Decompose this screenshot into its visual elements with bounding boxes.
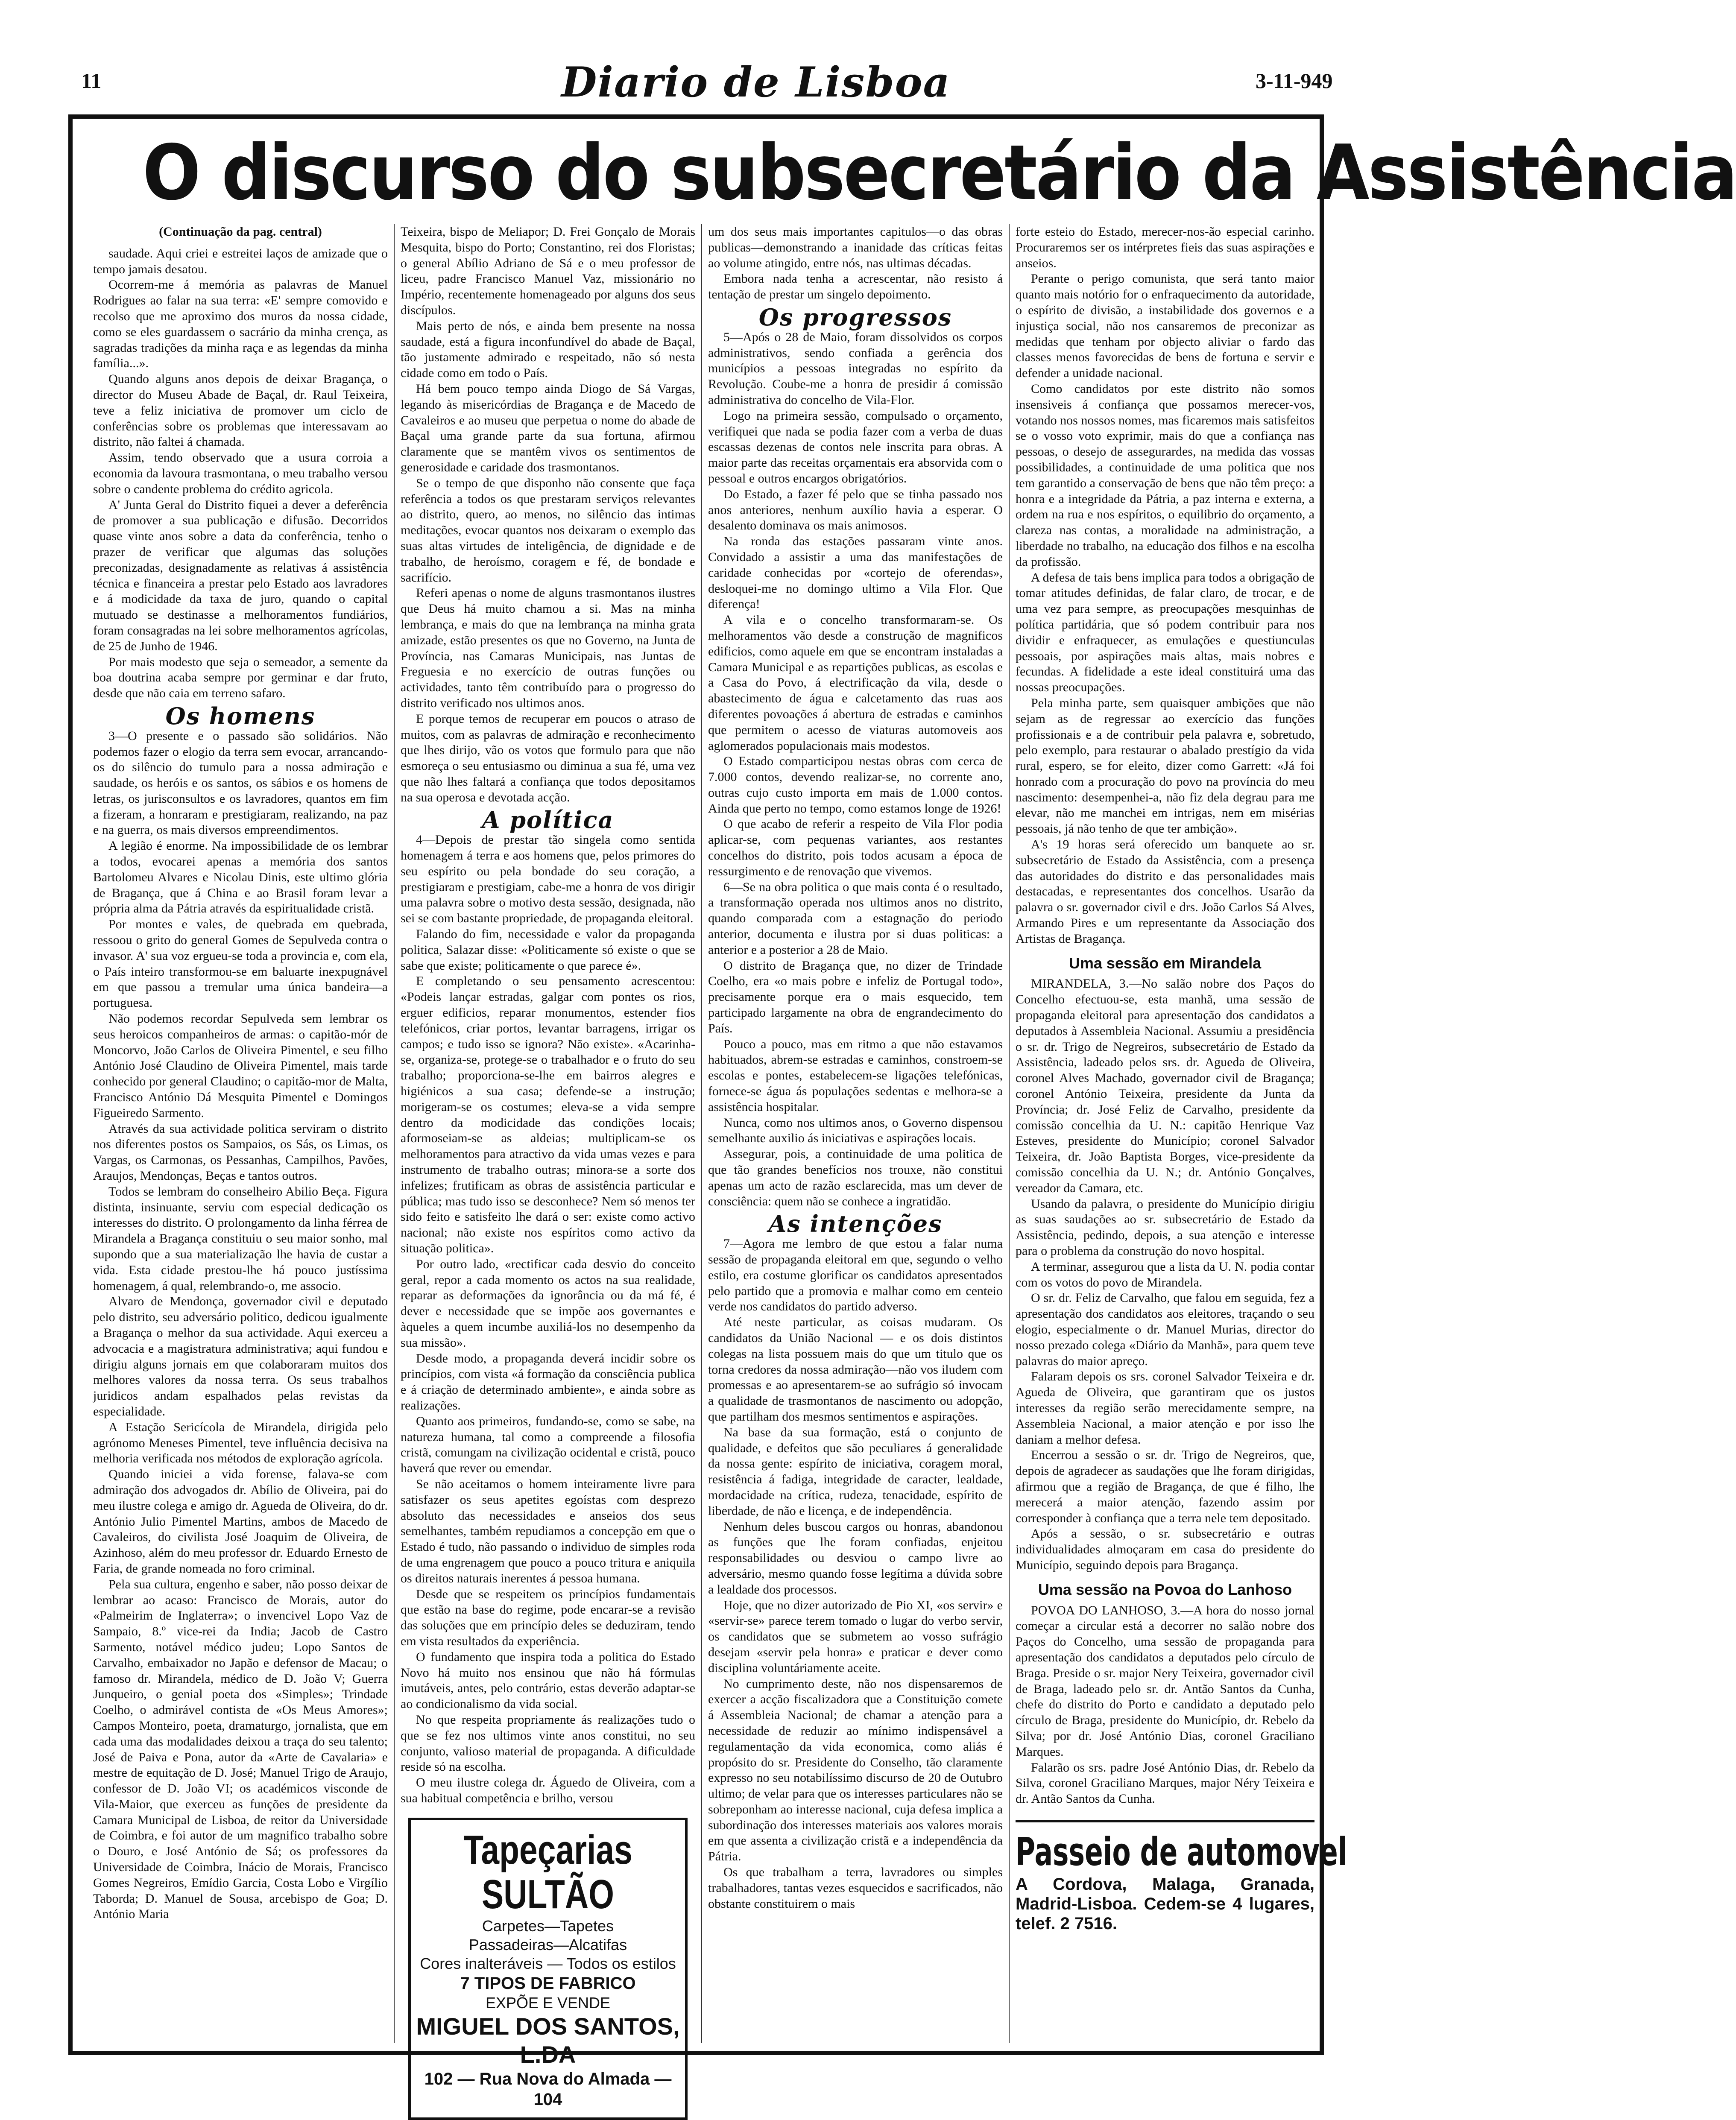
paragraph: Hoje, que no dizer autorizado de Pio XI, «os servir» e «servir-se» parece terem tomado o lugar do verbo servir, os candidatos que se submetem ao vosso sufrágio desejam «servir pela honra» e praticar e dever como disciplina voluntáriamente aceite.: [708, 1598, 1003, 1675]
continuation-note: (Continuação da pag. central): [159, 225, 322, 239]
paragraph: Do Estado, a fazer fé pelo que se tinha passado nos anos anteriores, nenhum auxílio havia a esperar. O desalento dominava os mais animosos.: [708, 487, 1003, 533]
paragraph: Mais perto de nós, e ainda bem presente na nossa saudade, está a figura inconfundível do abade de Baçal, tão justamente admirado e respeitado, não só nesta cidade como em todo o País.: [401, 319, 695, 380]
paragraph: Na ronda das estações passaram vinte anos. Convidado a assistir a uma das manifestações de caridade conhecidas por «cortejo de oferendas», desloquei-me no domingo ultimo a Vila Flor. Que diferença!: [708, 534, 1003, 611]
paragraph: A's 19 horas será oferecido um banquete ao sr. subsecretário de Estado da Assistência, com a presença das autoridades do distrito e das personalidades mais destacadas, e representantes dos concelhos. Usarão da palavra o sr. governador civil e drs. João Carlos Sá Alves, Armando Pires e um representante da Associação dos Artistas de Bragança.: [1016, 837, 1314, 946]
ad-line: Cores inalteráveis — Todos os estilos: [420, 1954, 676, 1972]
paragraph: Por mais modesto que seja o semeador, a semente da boa doutrina acaba sempre por germinar e dar fruto, desde que não caia em terreno safaro.: [93, 655, 388, 701]
paragraph: Na base da sua formação, está o conjunto de qualidade, e defeitos que são peculiares á generalidade da nossa gente: espírito de iniciativa, coragem moral, resistência á fadiga, integridade de caracter, lealdade, mordacidade na crítica, rudeza, tenacidade, espírito de liberdade, de não e licença, e de independência.: [708, 1425, 1003, 1518]
paragraph: Desde que se respeitem os princípios fundamentais que estão na base do regime, pode encarar-se a revisão das soluções que em princípio deles se deduziram, tendo em vista resultados da experiência.: [401, 1587, 695, 1648]
paragraph: 5—Após o 28 de Maio, foram dissolvidos os corpos administrativos, sendo confiada a gerência dos municípios a pessoas integradas no espírito da Revolução. Coube-me a honra de presidir á comissão administrativa do concelho de Vila-Flor.: [708, 330, 1003, 407]
headline: O discurso do subsecretário da Assistência: [143, 129, 1736, 217]
paragraph: um dos seus mais importantes capitulos—o das obras publicas—demonstrando a inanidade das críticas feitas ao volume atingido, entre nós, nas ultimas décadas.: [708, 225, 1003, 270]
paragraph: Quando iniciei a vida forense, falava-se com admiração dos advogados dr. Abílio de Oliveira, pai do meu ilustre colega e amigo dr. Agueda de Oliveira, do dr. António Julio Pimentel Martins, ambos de Macedo de Cavaleiros, do civilista José Joaquim de Oliveira, de Azinhoso, além do meu professor dr. Eduardo Ernesto de Faria, de grande nomeada no foro criminal.: [93, 1467, 388, 1576]
ad-title: Tapeçarias SULTÃO: [463, 1827, 632, 1917]
paragraph: Através da sua actividade politica serviram o distrito nos diferentes postos os Sampaios, os Sás, os Limas, os Vargas, os Carmonas, os Pessanhas, Campilhos, Pavões, Araujos, Mendonças, Beças e tantos outros.: [93, 1121, 388, 1183]
paragraph: Se o tempo de que disponho não consente que faça referência a todos os que prestaram serviços relevantes ao distrito, quero, ao menos, no silêncio das intimas meditações, evocar quantos nos deixaram o exemplo das suas altas virtudes de inteligência, de dignidade e de trabalho, de heroísmo, coragem e fé, de bondade e sacrifício.: [401, 476, 695, 585]
column-2: [401, 224, 695, 2109]
paragraph: Assim, tendo observado que a usura corroia a economia da lavoura trasmontana, o meu trabalho versou sobre o candente problema do crédito agricola.: [93, 450, 388, 496]
column-1: [93, 224, 388, 2047]
paragraph: A' Junta Geral do Distrito fiquei a dever a deferência de promover a sua publicação e difusão. Decorridos quase vinte anos sobre a data da conferência, tenho o prazer de verificar que algumas das soluções preconizadas, designadamente as relativas á assistência técnica e financeira a prestar pelo Estado aos lavradores e á modicidade da taxa de juro, quando o capital mutuado se destinasse a melhoramentos fundiários, foram consagradas na lei sobre melhoramentos agrícolas, de 25 de Junho de 1946.: [93, 497, 388, 653]
masthead: [0, 0, 1503, 107]
paragraph: O meu ilustre colega dr. Águedo de Oliveira, com a sua habitual competência e brilho, versou: [401, 1775, 695, 1805]
paragraph: Teixeira, bispo de Meliapor; D. Frei Gonçalo de Morais Mesquita, bispo do Porto; Constantino, rei dos Floristas; o general Abílio Adriano de Sá e o meu professor de liceu, padre Francisco Manuel Vaz, missionário no Império, recentemente homenageado por alguns dos seus discípulos.: [401, 225, 695, 317]
paragraph: A terminar, assegurou que a lista da U. N. podia contar com os votos do povo de Mirandela.: [1016, 1259, 1314, 1290]
ad-line: MIGUEL DOS SANTOS, L.DA: [416, 2012, 680, 2068]
paragraph: E porque temos de recuperar em poucos o atraso de muitos, com as palavras de admiração e reconhecimento que lhes dirijo, vão os votos que formulo para que não esmoreça o seu entusiasmo ou diminua a sua fé, uma vez que não lhes faltará a confiança que todos depositamos na sua operosa e devotada acção.: [401, 711, 695, 804]
advertisement-passeio: [1016, 1820, 1347, 1933]
ad-line: 7 TIPOS DE FABRICO: [460, 1974, 636, 1993]
paragraph: Nunca, como nos ultimos anos, o Governo dispensou semelhante auxilio ás iniciativas e aspirações locais.: [708, 1115, 1003, 1146]
paragraph: saudade. Aqui criei e estreitei laços de amizade que o tempo jamais desatou.: [93, 246, 388, 276]
column-rule: [1009, 224, 1010, 2043]
paragraph: Desde modo, a propaganda deverá incidir sobre os princípios, com vista «á formação da consciência publica e á criação de determinado ambiente», e ainda sobre as realizações.: [401, 1351, 695, 1412]
paragraph: Assegurar, pois, a continuidade de uma politica de que tão grandes benefícios nos trouxe, não constitui apenas um acto de razão esclarecida, mas um dever de consciência: quem não se conhece a ingratidão.: [708, 1147, 1003, 1208]
section-heading: Uma sessão na Povoa do Lanhoso: [1038, 1580, 1292, 1598]
paragraph: Falaram depois os srs. coronel Salvador Teixeira e dr. Agueda de Oliveira, que garantiram que os justos interesses da região serão merecidamente sempre, na Assembleia Nacional, a maior atenção e por isso lhe daniam a melhor defesa.: [1016, 1369, 1314, 1447]
paragraph: Até neste particular, as coisas mudaram. Os candidatos da União Nacional — e os dois distintos colegas na lista possuem mais do que um titulo que os torna credores da nossa admiração—não vos iludem com promessas e ao apresentarem-se ao sufrágio só invocam a qualidade de trasmontanos de nascimento ou adopção, que partilham dos mesmos sentimentos e aspirações.: [708, 1315, 1003, 1424]
paragraph: O fundamento que inspira toda a politica do Estado Novo há muito nos ensinou que não há fórmulas imutáveis, antes, pelo contrário, estas deverão adaptar-se ao condicionalismo da vida social.: [401, 1649, 695, 1711]
newspaper-name: Diario de Lisboa: [561, 58, 951, 106]
paragraph: Há bem pouco tempo ainda Diogo de Sá Vargas, legando às misericórdias de Bragança e de Macedo de Cavaleiros e ao museu que perpetua o nome do abade de Baçal uma grande parte da sua fortuna, afirmou claramente que se mantêm vivos os sentimentos de generosidade e caridade dos trasmontanos.: [401, 381, 695, 474]
ad-line: 102 — Rua Nova do Almada — 104: [424, 2069, 672, 2109]
paragraph: O distrito de Bragança que, no dizer de Trindade Coelho, era «o mais pobre e infeliz de Portugal todo», precisamente porque era o mais esquecido, tem participado largamente na obra de engrandecimento do País.: [708, 958, 1003, 1035]
paragraph: Pouco a pouco, mas em ritmo a que não estavamos habituados, abrem-se estradas e caminhos, constroem-se escolas e pontes, estabelecem-se ligações telefónicas, fornece-se água ás populações sedentas e melhora-se a assistência hospitalar.: [708, 1037, 1003, 1114]
advertisement-tapecarias: [408, 1818, 688, 2120]
paragraph: Falando do fim, necessidade e valor da propaganda politica, Salazar disse: «Politicamente só existe o que se sabe que existe; politicamente o que parece é».: [401, 927, 695, 973]
paragraph: Embora nada tenha a acrescentar, não resisto á tentação de prestar um singelo depoimento.: [708, 272, 1003, 302]
column-rule: [394, 224, 395, 2043]
paragraph: 7—Agora me lembro de que estou a falar numa sessão de propaganda eleitoral em que, segundo o velho estilo, era costume glorificar os candidatos apresentados pelo partido que a promovia e malhar como em centeio verde nos candidatos do partido adverso.: [708, 1237, 1003, 1314]
paragraph: 6—Se na obra politica o que mais conta é o resultado, a transformação operada nos ultimos anos no distrito, quando comparada com a estagnação do periodo anterior, documenta e ilustra por si duas politicas: a anterior e a posterior a 28 de Maio.: [708, 880, 1003, 957]
paragraph: No que respeita propriamente ás realizações tudo o que se fez nos ultimos vinte anos constitui, no seu conjunto, valioso material de propaganda. A dificuldade reside só na escolha.: [401, 1712, 695, 1774]
paragraph: A Estação Sericícola de Mirandela, dirigida pelo agrónomo Meneses Pimentel, teve influência decisiva na melhoria verificada nos métodos de exploração agrícola.: [93, 1420, 388, 1466]
paragraph: Por outro lado, «rectificar cada desvio do conceito geral, repor a cada momento os actos na sua realidade, reparar as deformações da ignorância ou da má fé, é dever e necessidade que se impõe aos governantes e àqueles a quem incumbe auxiliá-los no desempenho da sua missão».: [401, 1257, 695, 1350]
paragraph: Quanto aos primeiros, fundando-se, como se sabe, na natureza humana, tal como a compreende a filosofia cristã, comungam na civilização ocidental e cristã, pouco haverá que rever ou emendar.: [401, 1414, 695, 1476]
paragraph: A legião é enorme. Na impossibilidade de os lembrar a todos, evocarei apenas a memória dos santos Bartolomeu Alvares e Nicolau Dinis, este ultimo glória de Bragança, que á China e ao Brasil foram levar a própria alma da Pátria através da espiritualidade cristã.: [93, 839, 388, 916]
column-4: [1016, 224, 1347, 2047]
ad-text: A Cordova, Malaga, Granada, Madrid-Lisboa. Cedem-se 4 lugares, telef. 2 7516.: [1016, 1874, 1314, 1933]
paragraph: forte esteio do Estado, merecer-nos-ão especial carinho. Procuraremos ser os intérpretes fieis das suas aspirações e anseios.: [1016, 225, 1314, 270]
paragraph: Logo na primeira sessão, compulsado o orçamento, verifiquei que nada se podia fazer com a verba de duas escassas dezenas de contos nele inscrita para obras. A maior parte das receitas orçamentais era absorvida com o pessoal e outros encargos obrigatórios.: [708, 408, 1003, 485]
ad-line: EXPÕE E VENDE: [485, 1994, 611, 2012]
paragraph: O Estado comparticipou nestas obras com cerca de 7.000 contos, devendo realizar-se, no corrente ano, outras cujo custo importa em mais de 1.000 contos. Ainda que perto no tempo, como estamos longe de 1926!: [708, 754, 1003, 816]
paragraph: A vila e o concelho transformaram-se. Os melhoramentos vão desde a construção de magnificos edificios, como aquele em que se encontram instaladas a Camara Municipal e as repartições publicas, as escolas e a Casa do Povo, á electrificação da vila, desde o abastecimento de água e calcetamento das ruas aos diferentes povoações á abertura de estradas e caminhos que permitem o acesso de viaturas automoveis aos aglomerados populacionais mais modestos.: [708, 613, 1003, 753]
paragraph: E completando o seu pensamento acrescentou: «Podeis lançar estradas, galgar com pontes os rios, erguer edificios, reparar monumentos, estender fios telefónicos, criar portos, levantar barragens, irrigar os campos; e tudo isso se ignora? Não existe». «Acarinha-se, organiza-se, protege-se o trabalhador e o fruto do seu trabalho; proporciona-se-lhe em bairros alegres e higiénicos a sua casa; defende-se a instrução; morigeram-se os costumes; eleva-se a vida sempre dentro da modicidade das condições locais; aformoseiam-se as aldeias; multiplicam-se os melhoramentos para atractivo da vida umas vezes e para instrumento de trabalho outras; minora-se a sorte dos infelizes; frutificam as obras de assistência particular e pública; mas tudo isso se desconhece? Nem só menos ter sido feito e satisfeito lhe dará o ser: existe como activo nacional; não existe nos espíritos como activo da situação politica».: [401, 974, 695, 1255]
ad-title: Passeio de automovel: [1016, 1829, 1347, 1874]
paragraph: Não podemos recordar Sepulveda sem lembrar os seus heroicos companheiros de armas: o capitão-mór de Moncorvo, João Carlos de Oliveira Pimentel, e seu filho António José Claudino de Oliveira Pimentel, mais tarde conhecido por general Claudino; o capitão-mor de Malta, Francisco António Dá Mesquita Pimentel e Domingos Figueiredo Sarmento.: [93, 1012, 388, 1120]
paragraph: Falarão os srs. padre José António Dias, dr. Rebelo da Silva, coronel Graciliano Marques, major Néry Teixeira e dr. Antão Santos da Cunha.: [1016, 1760, 1314, 1806]
paragraph: POVOA DO LANHOSO, 3.—A hora do nosso jornal começar a circular está a decorrer no salão nobre dos Paços do Concelho, uma sessão de propaganda para apresentação dos candidatos a deputados pelo círculo de Braga. Preside o sr. major Nery Teixeira, governador civil de Braga, ladeado pelo sr. dr. Antão Santos da Cunha, chefe do distrito do Porto e candidato a deputado pelo círculo de Braga, presidente do Município, dr. Rebelo da Silva; por dr. José António Dias, coronel Graciliano Marques.: [1016, 1603, 1314, 1759]
paragraph: Por montes e vales, de quebrada em quebrada, ressoou o grito do general Gomes de Sepulveda contra o invasor. A' sua voz ergueu-se toda a provincia e, com ela, o País inteiro transformou-se em baluarte inexpugnável em que passou a tremular uma única bandeira—a portuguesa.: [93, 917, 388, 1010]
ad-line: Passadeiras—Alcatifas: [468, 1936, 627, 1953]
issue-date: 3-11-949: [1256, 69, 1333, 93]
section-heading-intencoes: As intenções: [768, 1210, 943, 1238]
paragraph: Pela sua cultura, engenho e saber, não posso deixar de lembrar ao acaso: Francisco de Morais, autor do «Palmeirim de Inglaterra»; o invencivel Lopo Vaz de Sampaio, 8.º vice-rei da India; Jacob de Castro Sarmento, notável médico judeu; Lopo Santos de Carvalho, embaixador no Japão e defensor de Macau; o famoso dr. Mirandela, médico de D. João V; Guerra Junqueiro, o genial poeta dos «Simples»; Trindade Coelho, o admirável contista de «Os Meus Amores»; Campos Monteiro, poeta, dramaturgo, jornalista, que em cada uma das modalidades deixou a traça do seu talento; José de Paiva e Pona, autor da «Arte de Cavalaria» e mestre de equitação de D. José; Manuel Trigo de Araujo, confessor de D. João VI; os académicos visconde de Vila-Maior, que exerceu as funções de presidente da Camara Municipal de Lisboa, de reitor da Universidade de Coimbra, e foi autor de um magnifico trabalho sobre o Douro, e José António de Sá; os professores da Universidade de Coimbra, Inácio de Morais, Francisco Gomes Negreiros, Emídio Garcia, Costa Lobo e Virgílio Taborda; D. Manuel de Sousa, arcebispo de Goa; D. António Maria: [93, 1577, 388, 1921]
paragraph: Alvaro de Mendonça, governador civil e deputado pelo distrito, seu adversário politico, dedicou igualmente a Bragança o melhor da sua actividade. Aqui exerceu a advocacia e a magistratura administrativa; aqui fundou e dirigiu alguns jornais em que colaboraram muitos dos melhores valores da nossa terra. Os seus trabalhos juridicos andam espalhados pelas revistas da especialidade.: [93, 1294, 388, 1418]
paragraph: Referi apenas o nome de alguns trasmontanos ilustres que Deus há muito chamou a si. Mas na minha lembrança, e mais do que na lembrança na minha grata amizade, estão presentes os que no Governo, na Junta de Província, nas Camaras Municipais, nas Juntas de Freguesia e no exercício de outras funções ou actividades, tanto têm contribuído para o progresso do distrito verificado nos ultimos anos.: [401, 586, 695, 710]
paragraph: Pela minha parte, sem quaisquer ambições que não sejam as de regressar ao exercício das funções profissionais e a de contribuir pela palavra e, sobretudo, pelo exemplo, para restaurar o abalado prestígio da vida rural, espero, se for eleito, dizer como Garrett: «Já foi honrado com a procuração do povo na província do meu nascimento: desempenhei-a, não fiz dela degrau para me elevar, não me manchei em intrigas, nem em misérias pessoais, já não tenho de que ter ambição».: [1016, 696, 1314, 836]
paragraph: Após a sessão, o sr. subsecretário e outras individualidades almoçaram em casa do presidente do Município, seguindo depois para Bragança.: [1016, 1526, 1314, 1572]
paragraph: Perante o perigo comunista, que será tanto maior quanto mais notório for o enfraquecimento da autoridade, o espírito de divisão, a instabilidade dos governos e a injustiça social, não nos cansaremos de preconizar as medidas que tenham por objecto aliviar o fardo das classes menos favorecidas de bens de fortuna e servir e defender a unidade nacional.: [1016, 272, 1314, 380]
paragraph: No cumprimento deste, não nos dispensaremos de exercer a acção fiscalizadora que a Constituição comete á Assembleia Nacional; de chamar a atenção para a necessidade de reduzir ao mínimo indispensável a regulamentação da vida economica, como aliás é propósito do sr. Presidente do Conselho, tão claramente expresso no seu notabilíssimo discurso de 20 de Outubro ultimo; de velar para que os interesses particulares não se sobreponham ao interesse nacional, cuja defesa implica a subordinação dos interesses materiais aos valores morais em que assenta a civilização cristã e a independência da Pátria.: [708, 1676, 1003, 1864]
paragraph: O sr. dr. Feliz de Carvalho, que falou em seguida, fez a apresentação dos candidatos aos eleitores, traçando o seu elogio, especialmente o dr. Manuel Murias, director do nosso prezado colega «Diário da Manhã», para quem teve palavras do maior apreço.: [1016, 1291, 1314, 1368]
section-heading: Uma sessão em Mirandela: [1069, 954, 1262, 972]
paragraph: Como candidatos por este distrito não somos insensiveis á confiança que possamos merecer-vos, votando nos nossos nomes, mas ficaremos mais satisfeitos se o vosso voto exprimir, mais do que a confiança nas pessoas, o desejo de assegurardes, na medida das vossas possibilidades, a continuidade de uma politica que nos tem garantido a conservação de bens que não têm preço: a honra e a integridade da Pátria, a paz interna e externa, a ordem na rua e nos espíritos, o equilibrio do orçamento, a clareza nas contas, a moralidade na administração, a liberdade no trabalho, na educação dos filhos e na escolha da profissão.: [1016, 381, 1314, 569]
section-heading: A política: [482, 806, 614, 834]
section-heading: Os progressos: [758, 303, 952, 331]
paragraph: Quando alguns anos depois de deixar Bragança, o director do Museu Abade de Baçal, dr. Raul Teixeira, teve a feliz iniciativa de promover um ciclo de conferências sobre os problemas que interessavam ao distrito, não faltei á chamada.: [93, 372, 388, 449]
paragraph: Ocorrem-me á memória as palavras de Manuel Rodrigues ao falar na sua terra: «E' sempre comovido e recolso que me aproximo dos muros da nossa cidade, como se eles guardassem o sacrário da minha crença, as sagradas tradições da minha raça e as legendas da minha família...».: [93, 278, 388, 371]
paragraph: MIRANDELA, 3.—No salão nobre dos Paços do Concelho efectuou-se, esta manhã, uma sessão de propaganda eleitoral para apresentação dos candidatos a deputados à Assembleia Nacional. Assumiu a presidência o sr. dr. Trigo de Negreiros, subsecretário de Estado da Assistência, ladeado pelos srs. dr. Agueda de Oliveira, coronel Alves Machado, governador civil de Bragança; coronel António Teixeira, presidente da Junta da Província; dr. José Feliz de Carvalho, presidente da comissão concelhia da U. N.: capitão Henrique Vaz Esteves, presidente do Município; coronel Salvador Teixeira, dr. João Baptista Borges, vice-presidente da comissão concelhia da U. N.; dr. António Gonçalves, vereador da Camara, etc.: [1016, 977, 1314, 1195]
paragraph: Nenhum deles buscou cargos ou honras, abandonou as funções que lhe foram confiadas, enjeitou responsabilidades ou desviou o campo livre ao adversário, mesmo quando fosse legítima a dúvida sobre a lealdade dos processos.: [708, 1519, 1003, 1597]
paragraph: 4—Depois de prestar tão singela como sentida homenagem á terra e aos homens que, pelos primores do seu espírito ou pela bondade do seu coração, a prestigiaram e prestigiam, cabe-me a honra de vos dirigir uma palavra sobre o motivo desta sessão, designada, não sei se com bastante propriedade, de propaganda eleitoral.: [401, 833, 695, 926]
paragraph: A defesa de tais bens implica para todos a obrigação de tomar atitudes definidas, de falar claro, de trocar, e de uma vez para sempre, as preocupações mesquinhas de política partidária, que só podem contribuir para nos dividir e enfraquecer, as emulações e questiunculas pessoais, por aspirações mais altas, mais nobres e fecundas. A fidelidade a este ideal constituirá uma das nossas preocupações.: [1016, 570, 1314, 695]
column-rule: [701, 224, 702, 2043]
ad-line: Carpetes—Tapetes: [482, 1917, 614, 1935]
paragraph: Os que trabalham a terra, lavradores ou simples trabalhadores, tantas vezes esquecidos e sacrificados, não obstante constituirem o mais: [708, 1865, 1003, 1911]
paragraph: O que acabo de referir a respeito de Vila Flor podia aplicar-se, com pequenas variantes, aos restantes concelhos do distrito, pois todos acusam a época de ressurgimento e de renovação que vivemos.: [708, 817, 1003, 878]
column-3: [708, 224, 1003, 2047]
page-number: 11: [81, 69, 102, 93]
paragraph: Encerrou a sessão o sr. dr. Trigo de Negreiros, que, depois de agradecer as saudações que lhe foram dirigidas, afirmou que a região de Bragança, de que é filho, lhe merecerá a maior atenção, fazendo assim por corresponder à confiança que a terra nele tem depositado.: [1016, 1448, 1314, 1525]
paragraph: Se não aceitamos o homem inteiramente livre para satisfazer os seus apetites egoístas com desprezo absoluto das necessidades e anseios dos seus semelhantes, também repudiamos a concepção em que o Estado é tudo, não passando o individuo de simples roda de uma engrenagem que pouco a pouco tritura e aniquila os direitos naturais inerentes á pessoa humana.: [401, 1477, 695, 1585]
paragraph: Todos se lembram do conselheiro Abilio Beça. Figura distinta, insinuante, serviu com especial dedicação os interesses do distrito. O prolongamento da linha férrea de Mirandela a Bragança constituiu o seu maior sonho, mal supondo que a sua materialização lhe havia de custar a vida. Esta cidade prestou-lhe há pouco justíssima homenagem, á qual, relembrando-o, me associo.: [93, 1184, 388, 1293]
section-heading: Os homens: [165, 702, 316, 730]
paragraph: Usando da palavra, o presidente do Município dirigiu as suas saudações ao sr. subsecretário de Estado da Assistência, pedindo, depois, a sua atenção e interesse para o problema da construção do novo hospital.: [1016, 1196, 1314, 1258]
paragraph: 3—O presente e o passado são solidários. Não podemos fazer o elogio da terra sem evocar, arrancando-os do silêncio do tumulo para a nossa admiração e saudade, os heróis e os santos, os sábios e os homens de letras, os jurisconsultos e os lavradores, quantos em fim a fizeram, a honraram e prestigiaram, realizando, na paz e na guerra, os mais diversos empreendimentos.: [93, 728, 388, 837]
